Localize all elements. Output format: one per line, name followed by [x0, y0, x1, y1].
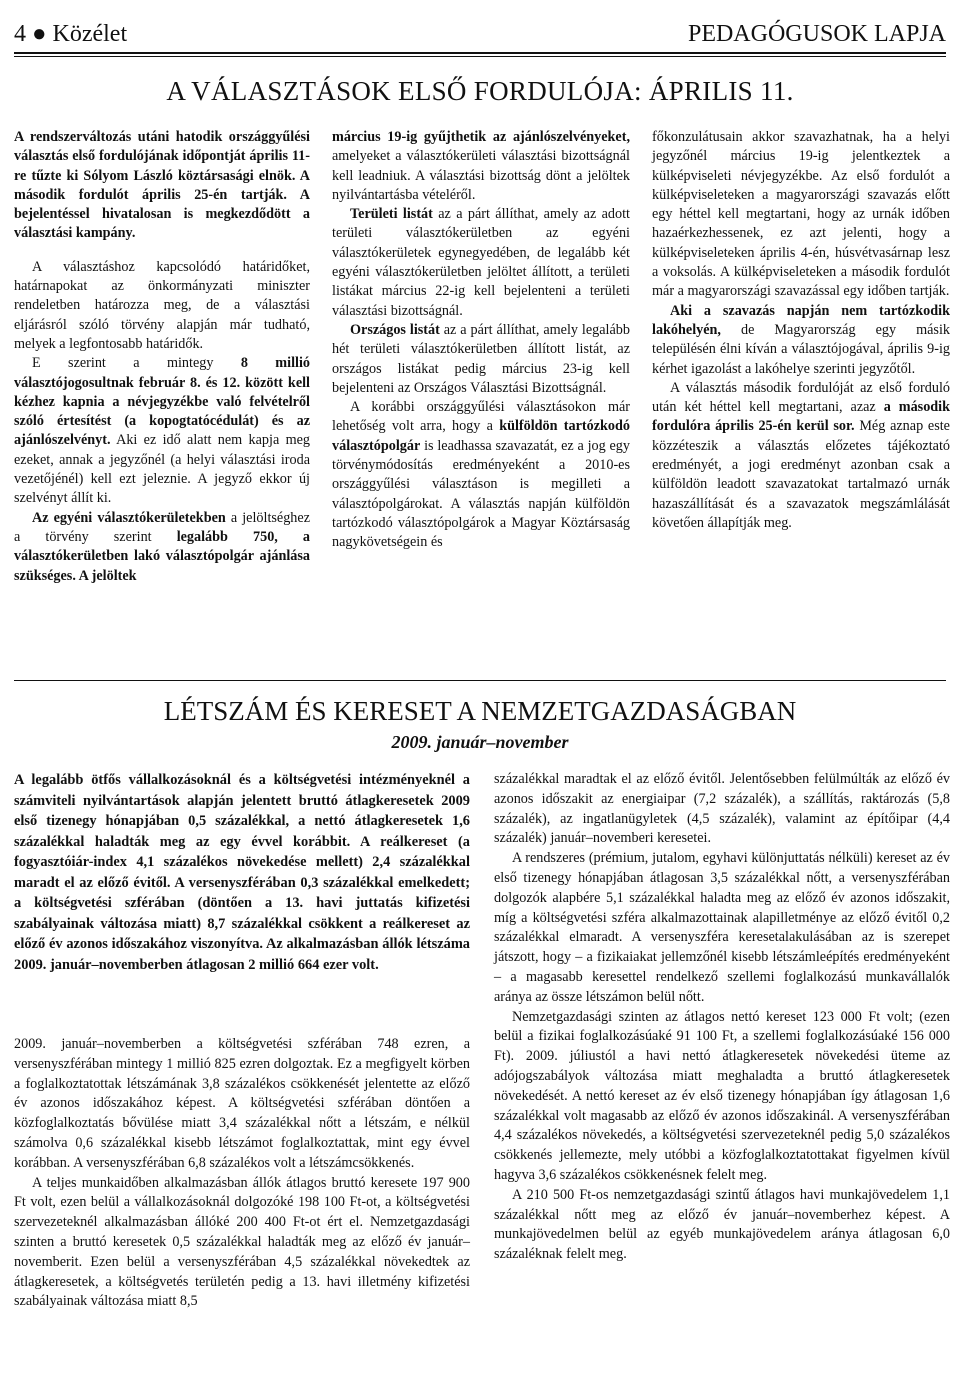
article2-paragraph: Nemzetgazdasági szinten az átlagos nettó kereset 123 000 Ft volt; (ezen belül a fizikai foglalkozásúaké 91 100 Ft, a szellemi foglalkozásúaké 156 000 Ft). 2009. júliustól a havi nettó átlagkeresetek növekedési üteme az adójogszabályok változása miatt meghaladta a bruttó átlagkeresetek növekedését. A nettó kereset az év első tizenegy hónapjában így átlagosan 1,6 százalékkal volt magasabb az előző év azonos időszakinál. A versenyszférában 4,4 százalékos növekedés, a költségvetési szervezeteknél pedig 5,0 százalékos csökkenés jellemezte, mely utóbbi a közfoglalkoztatottakat figyelmen kívül hagyva 3,6 százalékos csökkenésnek felelt meg. [494, 1008, 950, 1183]
article1-paragraph: Területi listát az a párt állíthat, amely az adott területi választókerületben az egyéni választókerületek egynegyedében, de legalább két egyéni választókerületben jelöltet állított, a területi listákat március 22-ig kell bejelenteni a területi választási bizottságnál. [332, 206, 630, 319]
article2-title: LÉTSZÁM ÉS KERESET A NEMZETGAZDASÁGBAN [163, 696, 797, 726]
article1-paragraph: A korábbi országgyűlési választásokon már lehetőség volt arra, hogy a külföldön tartózkodó választópolgár is leadhassa szavazatát, ez a jog egy törvénymódosítás eredményeként a 2010-es országgyűlési választáson is megilleti a választópolgárokat. A választás napján külföldön tartózkodó választópolgárok a Magyar Köztársaság nagykövetségein és [332, 399, 630, 551]
page-number: 4 [14, 21, 26, 47]
article2-column-left [14, 1035, 470, 1312]
header-rule-bottom [14, 56, 946, 57]
article1-paragraph: Az egyéni választókerületekben a jelöltséghez a törvény szerint legalább 750, a választókerületben lakó választópolgár ajánlása szükséges. A jelöltek [14, 509, 311, 584]
article2-lead: A legalább ötfős vállalkozásoknál és a költségvetési intézményeknél a számviteli nyilvántartások alapján jelentett bruttó átlagkeresetek 2009 első tizenegy hónapjában 0,5 százalékkal, a nettó átlagkeresetek 1,6 százalékkal haladták meg az egy évvel korábbit. A reálkereset (a fogyasztóiár-index 4,1 százalékos növekedése mellett) 2,4 százalékkal maradt el az előző évitől. A versenyszférában 0,3 százalékkal emelkedett; a költségvetési szférában (döntően a 13. havi juttatás kifizetési szabályainak változása miatt) 8,7 százalékkal csökkent a reálkereset az előző év azonos időszakához viszonyítva. Az alkalmazásban állók létszáma 2009. január–novemberben átlagosan 2 millió 664 ezer volt. [14, 772, 470, 973]
header-rule-top [14, 52, 946, 54]
article2-subtitle: 2009. január–november [391, 732, 569, 752]
article1-title: A VÁLASZTÁSOK ELSŐ FORDULÓJA: ÁPRILIS 11. [166, 76, 794, 106]
article1-paragraph: főkonzulátusain akkor szavazhatnak, ha a helyi jegyzőnél március 19-ig jelentkeztek a külképviseleti névjegyzékbe. Az első fordulót a külképviseleteken a magyarországi szavazás előtt egy héttel kell megtartani, hogy az urnák időben hazaérkezhessenek, ez azt jelenti, hogy a külképviseleteken április 4-én, húsvétvasárnap lesz a voksolás. A külképviseleteken a második fordulót már a magyarországi szavazással egy időben tartják. [652, 129, 950, 300]
article1-column-3 [652, 128, 950, 533]
article1-paragraph: E szerint a mintegy 8 millió választójogosultnak február 8. és 12. között kell kézhez kapnia a névjegyzékbe való felvételről szóló értesítést (a kopogtatócédulát) és az ajánlószelvényt. Aki ez idő alatt nem kapja meg ezeket, annak a jegyzőnél (a helyi választási iroda vezetőjénél) kell ezt jeleznie. A jegyző ekkor új szelvényt állít ki. [14, 355, 310, 507]
article2-paragraph: A rendszeres (prémium, jutalom, egyhavi különjuttatás nélküli) kereset az év első tizenegy hónapjában átlagosan 3,5 százalékkal nőtt, a versenyszférában dolgozók alapbére 5,1 százalékkal haladta meg az előző év azonos időszakit, míg a költségvetési szféra alkalmazottainak alapilletménye az előző évitől 0,2 százalékkal elmaradt. A versenyszféra keresetalakulásában az is szerepet játszott, hogy – a fizikaiakat jellemzőnél kisebb létszámleépítés eredményeként – a magasabb keresettel rendelkező szellemi foglalkozású munkavállalók aránya az össze létszámon belül nőtt. [494, 850, 950, 1005]
article1-paragraph: március 19-ig gyűjthetik az ajánlószelvényeket, amelyeket a választókerületi választási bizottságnál kell leadniuk. A választási bizottság dönt a jelöltek nyilvántartásba vételéről. [332, 129, 630, 203]
article1-column-1 [14, 128, 310, 586]
page-header [14, 12, 946, 48]
article2-paragraph: százalékkal maradtak el az előző évitől. Jelentősebben felülmúlták az előző év azonos időszakit az energiaipar (7,2 százalék), a szállítás, raktározás (5,8 százalék), az ingatlanügyletek (4,5 százalék), valamint az építőipar (4,4 százalék) január–novemberi keresetei. [494, 771, 950, 847]
article1-paragraph: Aki a szavazás napján nem tartózkodik lakóhelyén, de Magyarország egy másik településén élni kíván a választójogával, április 9-ig kérhet igazolást a lakóhelye szerinti jegyzőtől. [652, 302, 950, 377]
bullet-dot-icon: ● [32, 21, 47, 47]
article2-column-right [494, 770, 950, 1265]
article1-paragraph: A választáshoz kapcsolódó határidőket, határnapokat az önkormányzati miniszter rendeletben határozza meg, de a választási eljárásról szóló törvény alapján már tudható, melyek a legfontosabb határidők. [14, 258, 310, 352]
article1-lead: A rendszerváltozás utáni hatodik országgyűlési választás első fordulójának időpontját április 11-re tűzte ki Sólyom László köztársasági elnök. A második fordulót április 25-én tartják. A bejelentéssel hivatalosan is megkezdődött a választási kampány. [14, 129, 310, 242]
article1-column-2 [332, 128, 630, 553]
article2-paragraph: 2009. január–novemberben a költségvetési szférában 748 ezren, a versenyszférában mintegy 1 millió 825 ezren dolgoztak. Ez a megfigyelt körben a foglalkoztatottak létszámának 3,8 százalékos csökkenését jelentette az előző év azonos időszakához képest. A költségvetési szférában döntően a közfoglalkoztatás bővülése miatt 3,4 százalékkal nőtt a létszám, e nélkül számolva 0,6 százalékkal kisebb létszámot foglalkoztattak, mint egy évvel korábban. A versenyszférában 6,8 százalékos volt a létszámcsökkenés. [14, 1036, 470, 1171]
header-left [14, 20, 127, 48]
article1-paragraph: Országos listát az a párt állíthat, amely legalább hét területi választókerületben állított listát, az országos listákat pedig március 23-ig kell bejelenteni az Országos Választási Bizottságnál. [332, 321, 630, 396]
article1-paragraph: A választás második fordulóját az első forduló után két héttel kell megtartani, azaz a második fordulóra április 25-én kerül sor. Még aznap este közzéteszik a választás előzetes tájékoztató eredményét, a jogi eredményt azonban csak a külföldön leadott szavazatokat tartalmazó urnák hazaszállítását és a szavazatok megszámlálását követően állapítják meg. [652, 379, 951, 531]
article2-paragraph: A teljes munkaidőben alkalmazásban állók átlagos bruttó keresete 197 900 Ft volt, ezen belül a vállalkozásoknál dolgozóké 198 100 Ft-ot, a költségvetési szervezeteknél alkalmazásban állóké 200 400 Ft-ot ért el. Nemzetgazdasági szinten a bruttó keresetek 0,5 százalékkal haladták meg az előző év január–novemberit. Ezen belül a versenyszférában 4,5 százalékkal növekedtek az átlagkeresetek, a költségvetés területén pedig a 13. havi illetmény kifizetési szabályainak változása miatt 8,5 [14, 1174, 470, 1310]
article-divider [14, 680, 946, 681]
article2-paragraph: A 210 500 Ft-os nemzetgazdasági szintű átlagos havi munkajövedelem 1,1 százalékkal nőtt meg az előző év január–novemberhez képest. A munkajövedelmen belül az egyéb munkajövedelem aránya átlagosan 6,0 százaléknak felelt meg. [494, 1186, 950, 1263]
publication-name: PEDAGÓGUSOK LAPJA [687, 21, 946, 47]
section-name: Közélet [52, 21, 128, 47]
